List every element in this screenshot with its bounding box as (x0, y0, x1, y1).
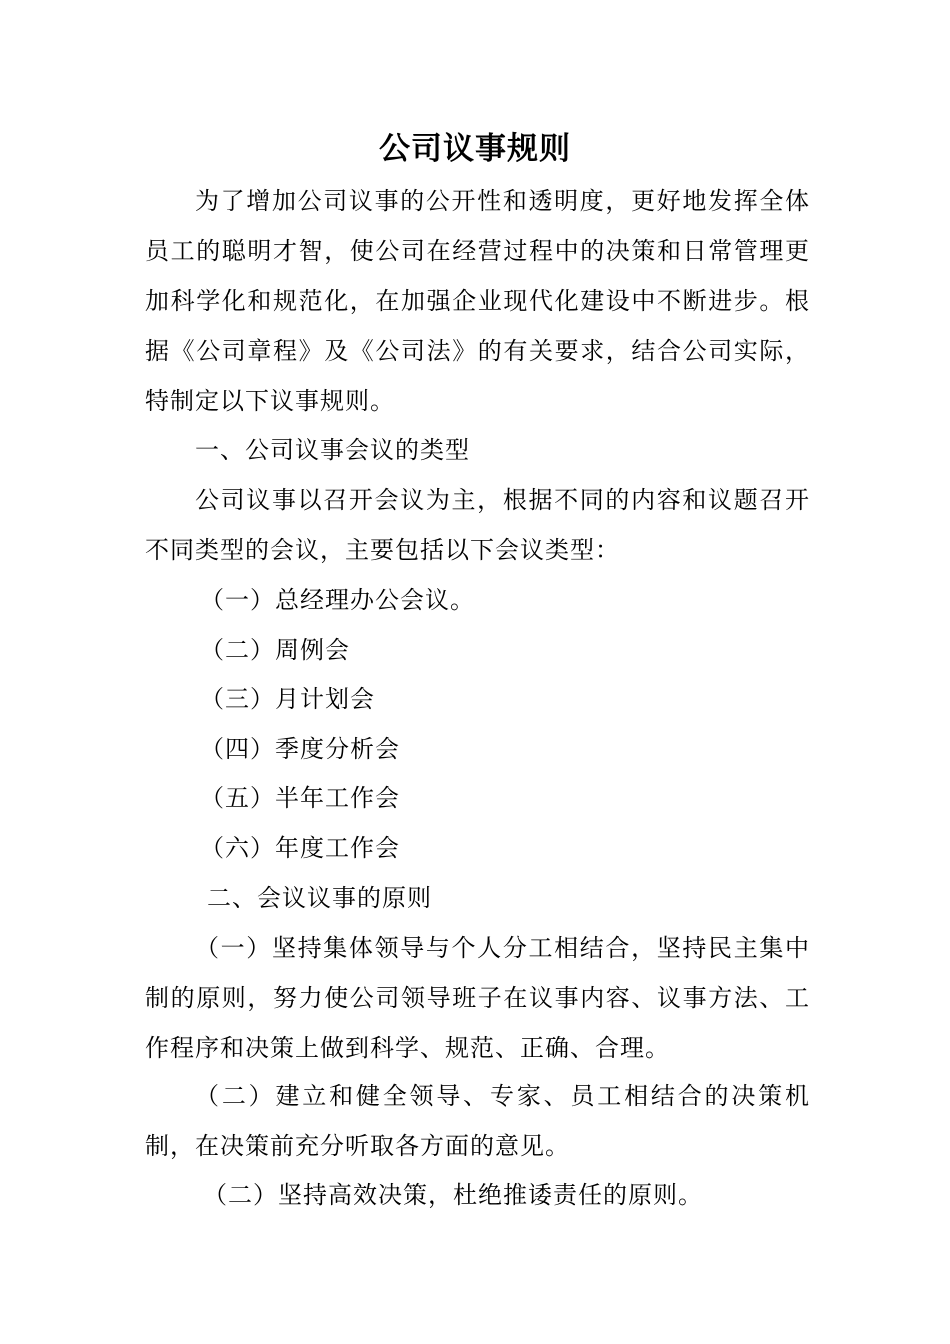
principle-paragraph: （二）建立和健全领导、专家、员工相结合的决策机制，在决策前充分听取各方面的意见。 (145, 1082, 810, 1160)
meeting-types-paragraph: 公司议事以召开会议为主，根据不同的内容和议题召开不同类型的会议，主要包括以下会议类型： (145, 486, 810, 564)
document-title: 公司议事规则 (379, 131, 571, 167)
principle-paragraph: （二）坚持高效决策，杜绝推诿责任的原则。 (203, 1181, 703, 1209)
section-heading-meeting-types: 一、公司议事会议的类型 (195, 436, 470, 464)
intro-paragraph: 为了增加公司议事的公开性和透明度，更好地发挥全体员工的聪明才智，使公司在经营过程中的决策和日常管理更加科学化和规范化，在加强企业现代化建设中不断进步。根据《公司章程》及《公司法》的有关要求，结合公司实际，特制定以下议事规则。 (145, 187, 810, 415)
principle-paragraph: （一）坚持集体领导与个人分工相结合，坚持民主集中制的原则，努力使公司领导班子在议事内容、议事方法、工作程序和决策上做到科学、规范、正确、合理。 (145, 934, 810, 1062)
meeting-type-item: （五）半年工作会 (200, 784, 400, 812)
meeting-type-item: （四）季度分析会 (200, 735, 400, 763)
meeting-type-item: （三）月计划会 (200, 685, 375, 713)
section-heading-principles: 二、会议议事的原则 (207, 884, 432, 912)
meeting-type-item: （二）周例会 (200, 636, 350, 664)
meeting-type-item: （一）总经理办公会议。 (200, 586, 475, 614)
meeting-type-item: （六）年度工作会 (200, 834, 400, 862)
